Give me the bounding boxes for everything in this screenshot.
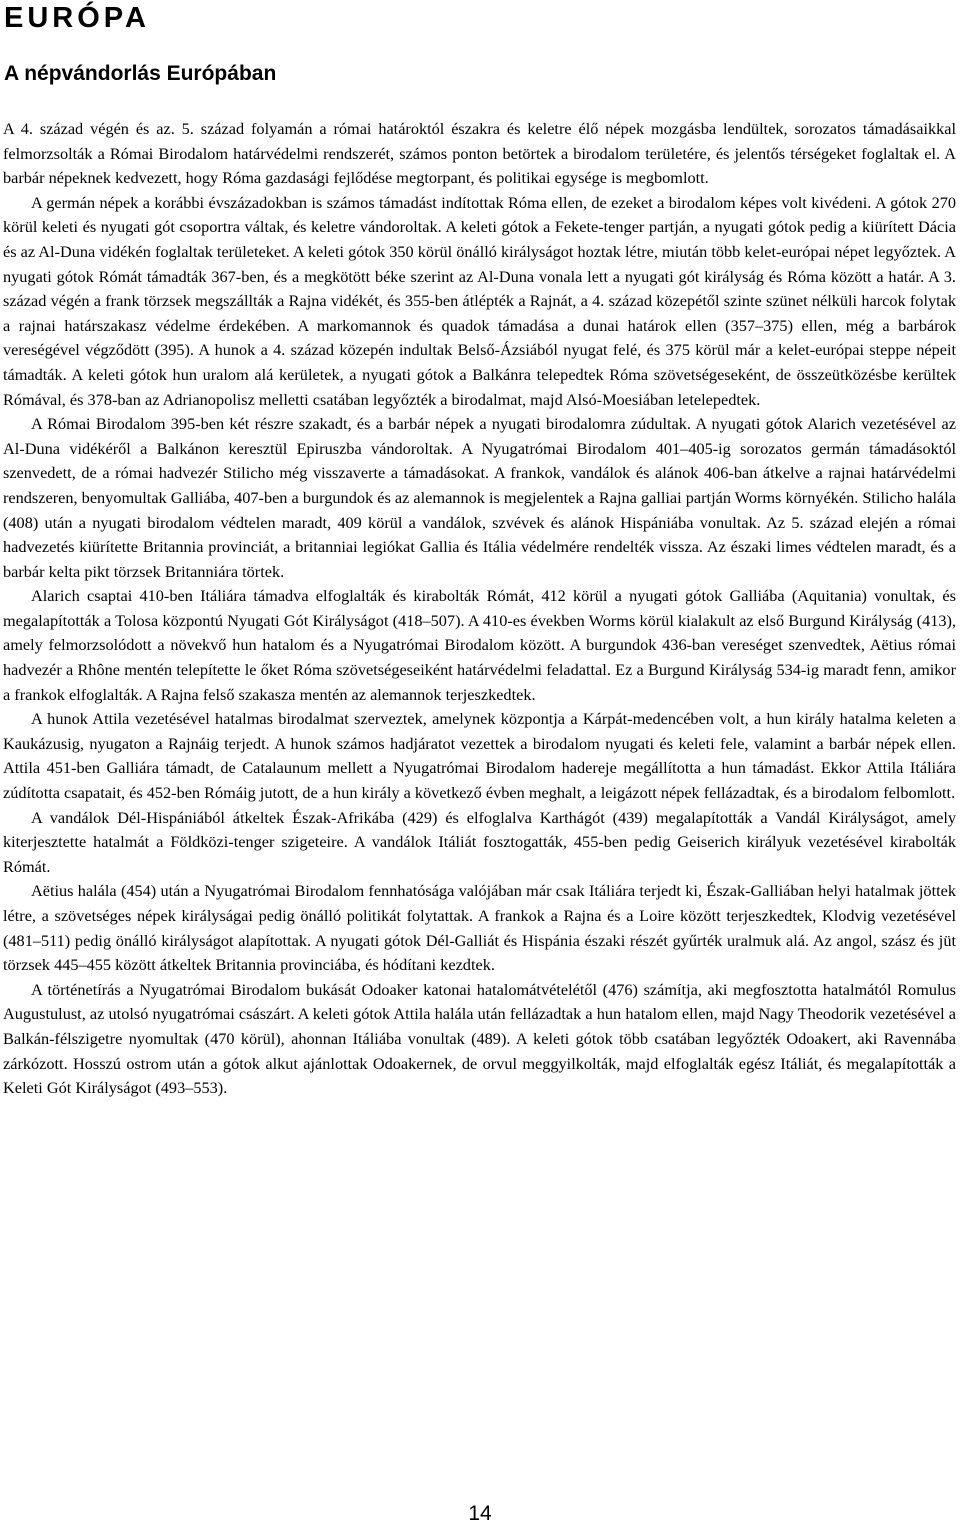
- page-title: EURÓPA: [4, 2, 150, 34]
- paragraph: A hunok Attila vezetésével hatalmas birodalmat szerveztek, amelynek központja a Kárpát-medencében volt, a hun király hatalma keleten a Kaukázusig, nyugaton a Rajnáig terjedt. A hunok számos hadjáratot vezettek a birodalom nyugati és keleti fele, valamint a barbár népek ellen. Attila 451-ben Galliára támadt, de Catalaunum mellett a Nyugatrómai Birodalom hadereje megállította a hun támadást. Ekkor Attila Itáliára zúdította csapatait, és 452-ben Rómáig jutott, de a hun király a következő évben meghalt, a leigázott népek fellázadtak, és a birodalom felbomlott.: [3, 709, 956, 803]
- paragraph: A történetírás a Nyugatrómai Birodalom bukását Odoaker katonai hatalomátvételétől (476) számítja, aki megfosztotta hatalmától Romulus Augustulust, az utolsó nyugatrómai császárt. A keleti gótok Attila halála után fellázadtak a hun hatalom ellen, majd Nagy Theodorik vezetésével a Balkán-félszigetre nyomultak (470 körül), ahonnan Itáliába vonultak (489). A keleti gótok több csatában legyőzték Odoakert, aki Ravennába zárkózott. Hosszú ostrom után a gótok alkut ajánlottak Odoakernek, de orvul meggyilkolták, majd elfoglalták egész Itáliát, és megalapították a Keleti Gót Királyságot (493–553).: [3, 979, 956, 1098]
- section-subtitle: A népvándorlás Európában: [4, 62, 277, 85]
- paragraph: A Római Birodalom 395-ben két részre szakadt, és a barbár népek a nyugati birodalomra zúdultak. A nyugati gótok Alarich vezetésével az Al-Duna vidékéről a Balkánon keresztül Epiruszba vándoroltak. A Nyugatrómai Birodalom 401–405-ig sorozatos germán támadásoktól szenvedett, de a római hadvezér Stilicho még visszaverte a támadásokat. A frankok, vandálok és alánok 406-ban átkelve a rajnai határvédelmi rendszeren, benyomultak Galliába, 407-ben a burgundok és az alemannok is megjelentek a Rajna galliai partján Worms környékén. Stilicho halála (408) után a nyugati birodalom védtelen maradt, 409 körül a vandálok, szvévek és alánok Hispániába vonultak. Az 5. század elején a római hadvezetés kiürítette Britannia provinciát, a britanniai legiókat Gallia és Itália védelmére rendelték vissza. Az északi limes védtelen maradt, és a barbár kelta pikt törzsek Britanniára törtek.: [3, 414, 956, 581]
- paragraph: Alarich csaptai 410-ben Itáliára támadva elfoglalták és kirabolták Rómát, 412 körül a nyugati gótok Galliába (Aquitania) vonultak, és megalapították a Tolosa központú Nyugati Gót Királyságot (418–507). A 410-es években Worms körül kialakult az első Burgund Királyság (413), amely felmorzsolódott a növekvő hun hatalom és a Nyugatrómai Birodalom között. A burgundok 436-ban vereséget szenvedtek, Aëtius római hadvezér a Rhône mentén telepítette le őket Róma szövetségeseiként határvédelmi feladattal. Ez a Burgund Királyság 534-ig maradt fenn, amikor a frankok elfoglalták. A Rajna felső szakasza mentén az alemannok terjeszkedtek.: [3, 586, 956, 704]
- page-number: 14: [468, 1502, 492, 1525]
- paragraph: A germán népek a korábbi évszázadokban is számos támadást indítottak Róma ellen, de ezeket a birodalom képes volt kivédeni. A gótok 270 körül keleti és nyugati gót csoportra váltak, és keletre vándoroltak. A keleti gótok a Fekete-tenger partján, a nyugati gótok pedig a kiürített Dácia és az Al-Duna vidékén foglaltak területeket. A keleti gótok 350 körül önálló királyságot hoztak létre, miután több kelet-európai népet legyőztek. A nyugati gótok Rómát támadták 367-ben, és a megkötött béke szerint az Al-Duna vonala lett a nyugati gót királyság és Róma között a határ. A 3. század végén a frank törzsek megszállták a Rajna vidékét, és 355-ben átlépték a Rajnát, a 4. század közepétől szinte szünet nélküli harcok folytak a rajnai határszakasz védelme érdekében. A markomannok és quadok támadása a dunai határok ellen (357–375) ellen, még a barbárok vereségével végződött (395). A hunok a 4. század közepén indultak Belső-Ázsiából nyugat felé, és 375 körül már a kelet-európai steppe népeit támadták. A keleti gótok hun uralom alá kerületek, a nyugati gótok a Balkánra telepedtek Róma szövetségeseként, de összeütközésbe kerültek Rómával, és 378-ban az Adrianopolisz melletti csatában legyőzték a birodalmat, majd Alsó-Moesiában letelepedtek.: [3, 192, 956, 409]
- paragraph: Aëtius halála (454) után a Nyugatrómai Birodalom fennhatósága valójában már csak Itáliára terjedt ki, Észak-Galliában helyi hatalmak jöttek létre, a szövetséges népek királyságai pedig önálló politikát folytattak. A frankok a Rajna és a Loire között terjeszkedtek, Klodvig vezetésével (481–511) pedig önálló királyságot alapítottak. A nyugati gótok Dél-Galliát és Hispánia északi részét gyűrték uralmuk alá. Az angol, szász és jüt törzsek 445–455 között átkeltek Britannia provinciába, és hódítani kezdtek.: [3, 881, 956, 975]
- body-text: [3, 117, 956, 1101]
- paragraph: A vandálok Dél-Hispániából átkeltek Észak-Afrikába (429) és elfoglalva Karthágót (439) megalapították a Vandál Királyságot, amely kiterjesztette hatalmát a Földközi-tenger szigeteire. A vandálok Itáliát fosztogatták, 455-ben pedig Geiserich királyuk vezetésével kirabolták Rómát.: [3, 807, 956, 876]
- paragraph: A 4. század végén és az. 5. század folyamán a római határoktól északra és keletre élő népek mozgásba lendültek, sorozatos támadásaikkal felmorzsolták a Római Birodalom határvédelmi rendszerét, számos ponton betörtek a birodalom területére, és jelentős térségeket foglaltak el. A barbár népeknek kedvezett, hogy Róma gazdasági fejlődése megtorpant, és politikai egysége is megbomlott.: [3, 119, 956, 188]
